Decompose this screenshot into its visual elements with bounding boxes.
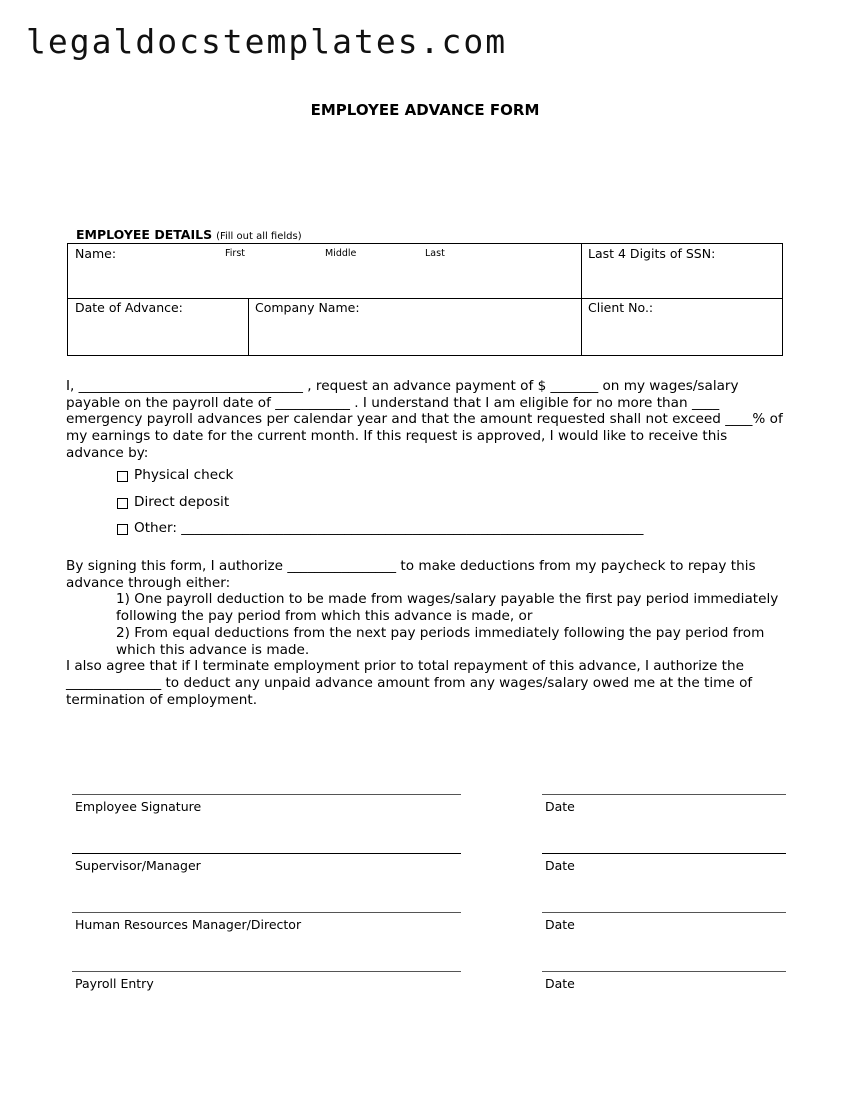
employee-details-heading bbox=[76, 227, 302, 242]
supervisor-date-label: Date bbox=[545, 858, 575, 873]
checkbox[interactable] bbox=[117, 498, 128, 509]
ssn-field[interactable] bbox=[581, 244, 782, 298]
repayment-option-2 bbox=[66, 625, 786, 658]
request-text: I, _________________________________ , request an advance payment of $ _______ on my wages/salary payable on the payroll date of ___________ . I understand that I am eligible for no more than ____ emergency payroll advances per calendar year and that the amount requested shall not exceed ____% of my earnings to date for the current month. If this request is approved, I would like to receive this advance by: bbox=[66, 378, 783, 461]
client-number-label: Client No.: bbox=[588, 300, 654, 315]
repayment-option-1-text: 1) One payroll deduction to be made from wages/salary payable the first pay period immediately following the pay period from which this advance is made, or bbox=[116, 591, 779, 625]
payroll-signature-label: Payroll Entry bbox=[75, 976, 154, 991]
option-label: Direct deposit bbox=[134, 493, 230, 510]
option-direct-deposit[interactable] bbox=[117, 494, 643, 521]
name-label: Name: bbox=[75, 246, 117, 261]
employee-date-line[interactable] bbox=[542, 794, 786, 795]
payroll-date-label: Date bbox=[545, 976, 575, 991]
termination-clause: I also agree that if I terminate employment prior to total repayment of this advance, I authorize the ______________ to deduct any unpaid advance amount from any wages/salary owed me at the time of termination of employment. bbox=[66, 658, 753, 708]
hr-date-label: Date bbox=[545, 917, 575, 932]
option-label: Physical check bbox=[134, 467, 234, 483]
hr-signature-line[interactable] bbox=[72, 912, 461, 913]
employee-signature-label: Employee Signature bbox=[75, 799, 202, 814]
first-name-sublabel: First bbox=[225, 248, 245, 259]
repayment-option-2-text: 2) From equal deductions from the next pay periods immediately following the pay period from which this advance is made. bbox=[116, 624, 765, 658]
section-title: EMPLOYEE DETAILS bbox=[76, 227, 213, 242]
date-of-advance-label: Date of Advance: bbox=[75, 300, 183, 315]
repayment-option-1 bbox=[66, 591, 786, 624]
hr-date-line[interactable] bbox=[542, 912, 786, 913]
form-title: EMPLOYEE ADVANCE FORM bbox=[310, 101, 540, 119]
authorization-paragraph bbox=[66, 558, 786, 708]
payroll-signature-line[interactable] bbox=[72, 971, 461, 972]
payment-method-options bbox=[117, 467, 643, 547]
section-hint: (Fill out all fields) bbox=[216, 231, 302, 242]
company-name-field[interactable] bbox=[248, 298, 581, 355]
option-other[interactable] bbox=[117, 520, 643, 547]
option-physical-check[interactable] bbox=[117, 467, 643, 494]
checkbox[interactable] bbox=[117, 471, 128, 482]
supervisor-signature-line[interactable] bbox=[72, 853, 461, 854]
checkbox[interactable] bbox=[117, 524, 128, 535]
company-name-label: Company Name: bbox=[255, 300, 360, 315]
supervisor-signature-label: Supervisor/Manager bbox=[75, 858, 201, 873]
payroll-date-line[interactable] bbox=[542, 971, 786, 972]
employee-signature-line[interactable] bbox=[72, 794, 461, 795]
last-name-sublabel: Last bbox=[425, 248, 445, 259]
supervisor-date-line[interactable] bbox=[542, 853, 786, 854]
option-label: Other: ____________________________________________________________________ bbox=[134, 520, 644, 536]
date-of-advance-field[interactable] bbox=[68, 298, 248, 355]
site-watermark: legaldocstemplates.com bbox=[26, 22, 508, 61]
hr-signature-label: Human Resources Manager/Director bbox=[75, 917, 302, 932]
request-paragraph bbox=[66, 378, 786, 462]
employee-date-label: Date bbox=[545, 799, 575, 814]
ssn-label: Last 4 Digits of SSN: bbox=[588, 246, 716, 261]
authorization-intro: By signing this form, I authorize ________________ to make deductions from my paycheck to repay this advance through either: bbox=[66, 558, 756, 591]
employee-details-table bbox=[67, 243, 783, 356]
name-field[interactable] bbox=[68, 244, 581, 298]
middle-name-sublabel: Middle bbox=[325, 248, 357, 259]
client-number-field[interactable] bbox=[581, 298, 782, 355]
